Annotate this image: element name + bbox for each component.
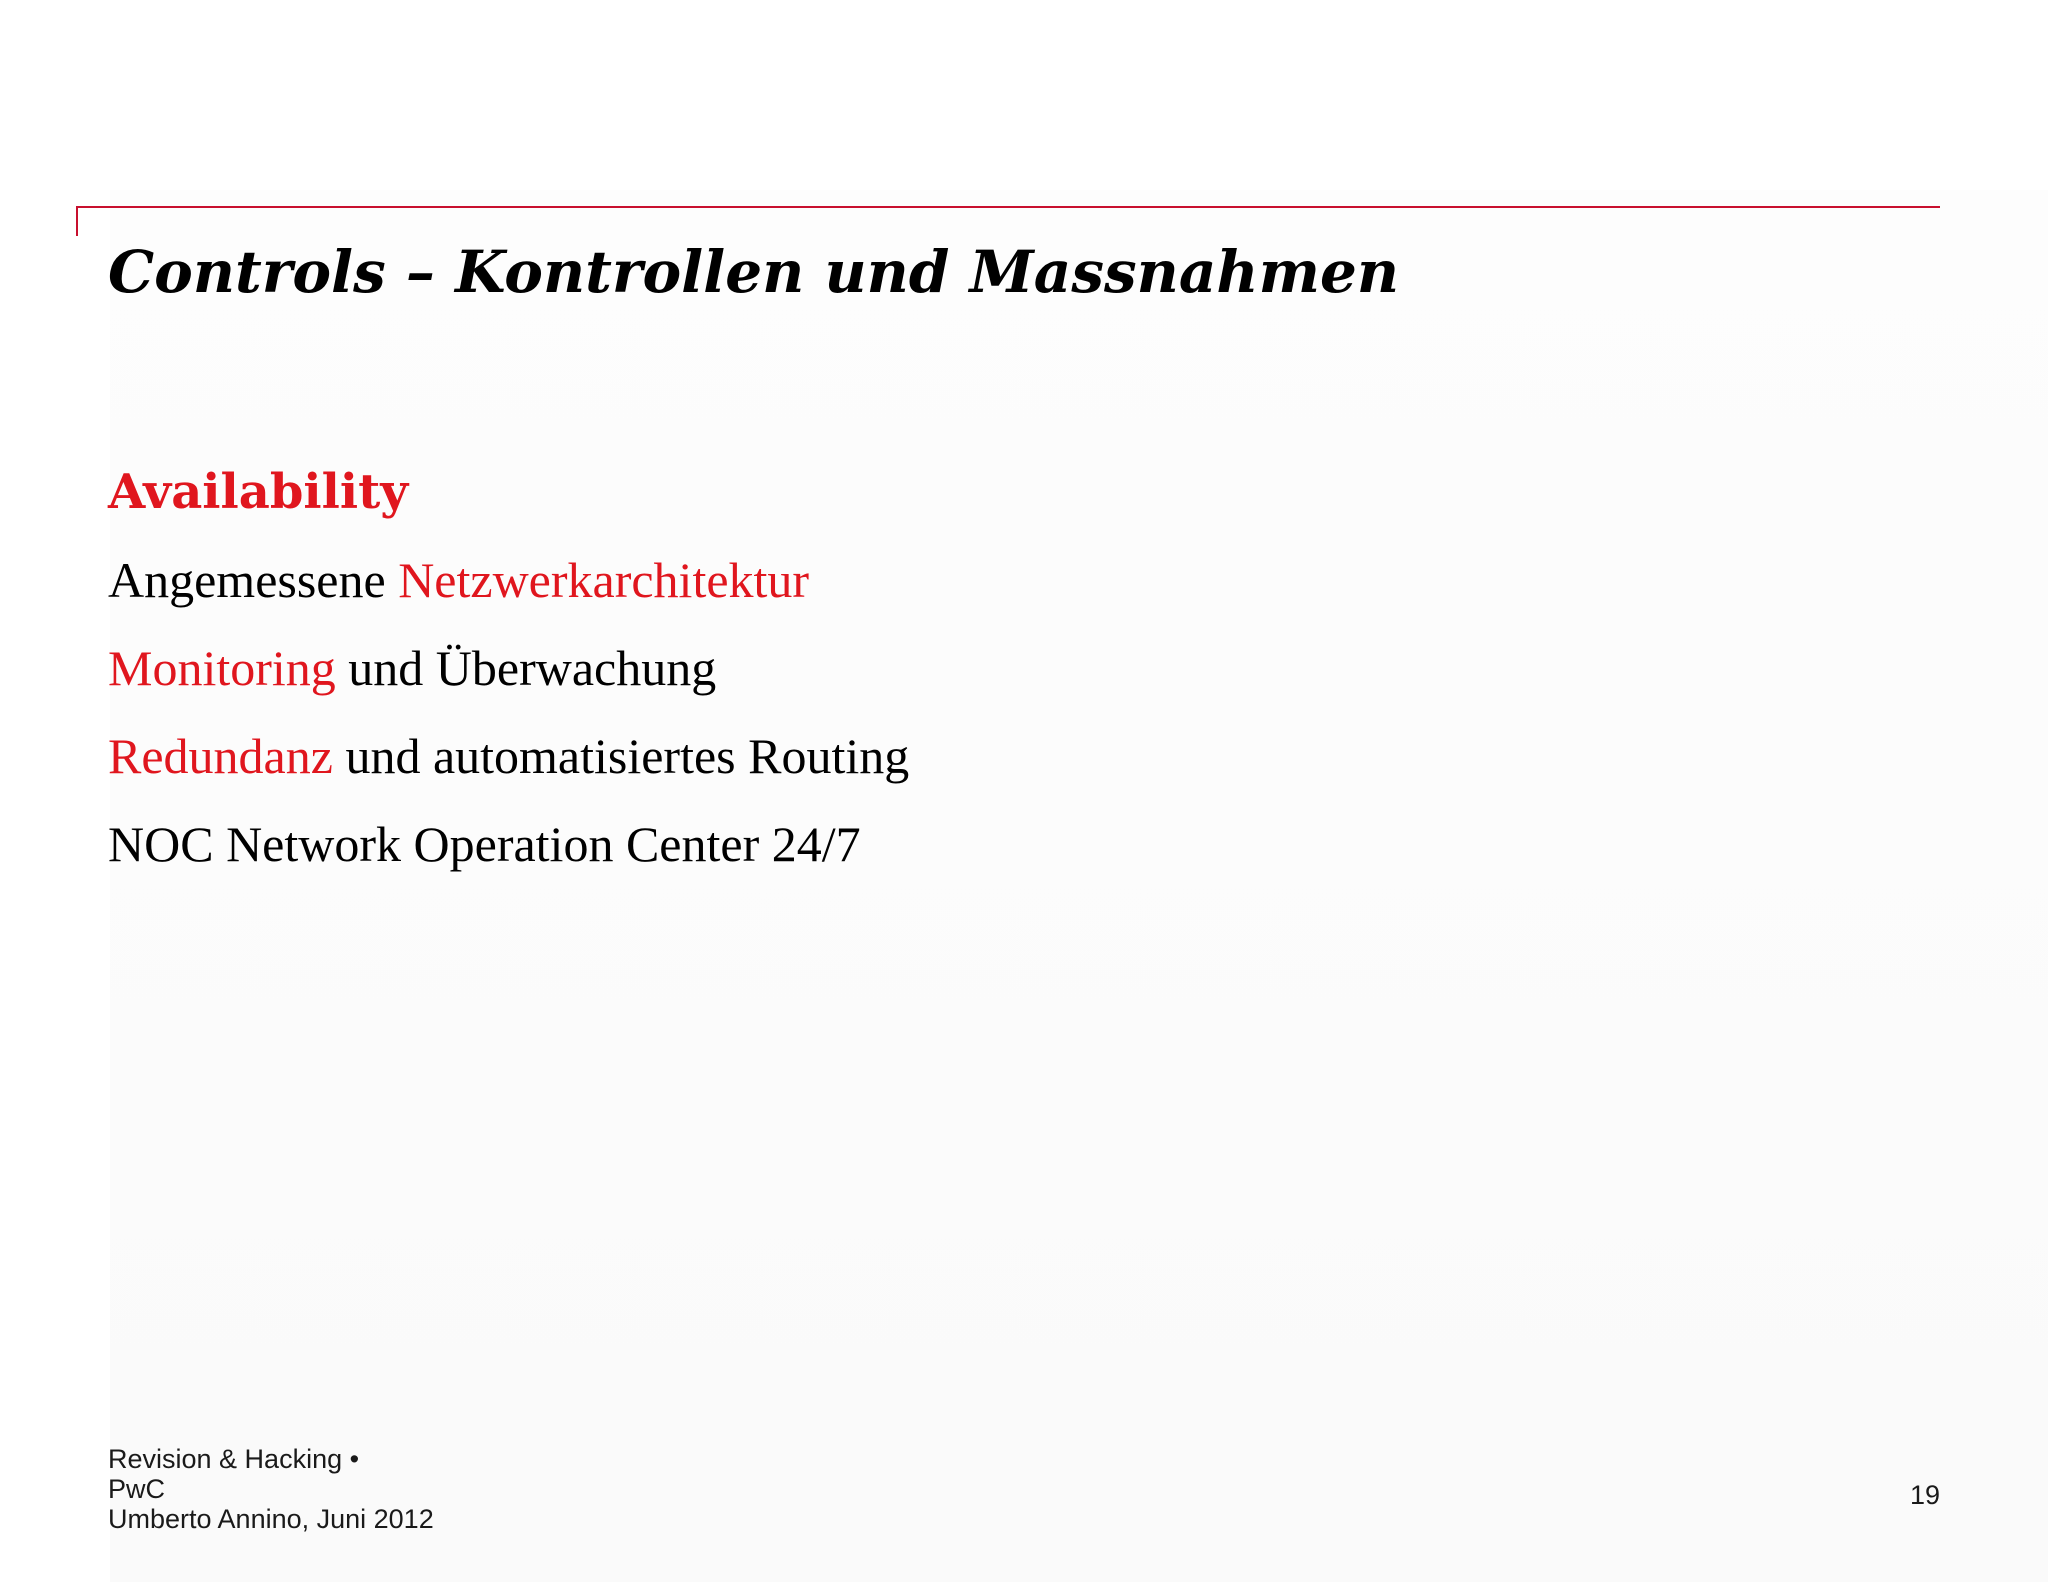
slide-title: Controls – Kontrollen und Massnahmen [108,238,1400,306]
line-1-text: Angemessene [108,552,399,608]
footer-line-author-date: Umberto Annino, Juni 2012 [108,1504,434,1534]
content-line-4: NOC Network Operation Center 24/7 [108,816,861,872]
corner-tick-mark [76,206,78,236]
section-heading: Availability [108,464,409,520]
page-number: 19 [1909,1480,1940,1510]
footer-line-title: Revision & Hacking • [108,1444,360,1474]
line-3-highlight: Redundanz [108,728,333,784]
footer-line-company: PwC [108,1474,166,1504]
line-1-highlight: Netzwerkarchitektur [398,552,810,608]
line-2-text: und Überwachung [335,640,717,696]
content-line-1 [108,536,909,624]
line-2-highlight: Monitoring [108,640,336,696]
footer-info [108,1444,434,1534]
line-3-text: und automatisiertes Routing [332,728,910,784]
content-line-2 [108,624,909,712]
content-line-3 [108,712,909,800]
slide-content [108,448,909,888]
top-rule-line [76,206,1940,208]
